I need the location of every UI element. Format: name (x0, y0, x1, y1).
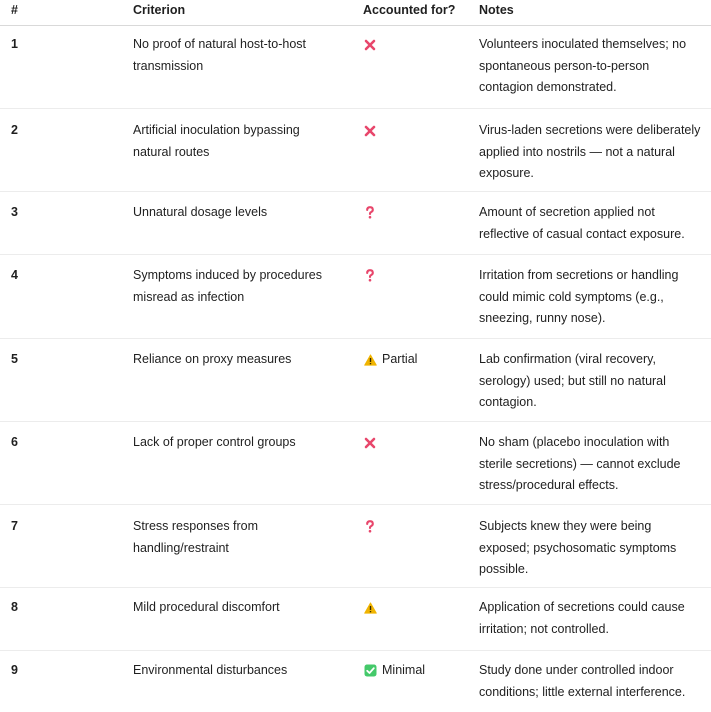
row-criterion (132, 120, 363, 191)
table-row (0, 339, 711, 422)
row-number: 4 (11, 268, 18, 282)
notes-line: spontaneous person-to-person (479, 58, 650, 73)
table-row (0, 26, 711, 109)
notes-line: Application of secretions could cause (479, 600, 685, 614)
table-header (0, 0, 711, 26)
check-mark-icon (363, 660, 377, 682)
cross-mark-icon (363, 120, 377, 142)
row-accounted (363, 202, 479, 254)
table-row (0, 422, 711, 505)
table-row (0, 255, 711, 339)
notes-line: exposed; psychosomatic symptoms (479, 540, 677, 555)
header-number: # (11, 3, 18, 17)
notes-line: Lab confirmation (viral recovery, (479, 352, 656, 366)
notes-line: conditions; little external interference. (479, 684, 686, 699)
criterion-line: Mild procedural discomfort (133, 600, 280, 614)
question-mark-icon (363, 516, 377, 538)
row-criterion (132, 597, 363, 650)
row-notes (479, 265, 705, 338)
accounted-label: Partial (382, 352, 418, 366)
row-number: 5 (11, 352, 18, 366)
notes-line: Virus-laden secretions were deliberately (479, 123, 701, 137)
row-accounted (363, 432, 479, 504)
notes-line: contagion. (479, 395, 537, 409)
criterion-line: Symptoms induced by procedures (133, 268, 322, 282)
row-notes (479, 120, 705, 191)
row-criterion (132, 202, 363, 254)
notes-line: Irritation from secretions or handling (479, 268, 679, 282)
notes-line: stress/procedural effects. (479, 478, 619, 492)
notes-line: could mimic cold symptoms (e.g., (479, 289, 664, 304)
notes-line: Volunteers inoculated themselves; no (479, 37, 687, 51)
row-criterion (132, 516, 363, 587)
row-notes (479, 660, 705, 712)
row-number: 7 (11, 519, 18, 533)
criterion-line: Reliance on proxy measures (133, 352, 292, 366)
warning-icon (363, 597, 377, 619)
cross-mark-icon (363, 432, 377, 454)
criterion-line: Lack of proper control groups (133, 435, 296, 449)
row-number: 1 (11, 37, 18, 51)
header-accounted: Accounted for? (363, 3, 456, 17)
notes-line: Subjects knew they were being (479, 519, 652, 533)
row-criterion (132, 432, 363, 504)
row-accounted (363, 516, 479, 587)
notes-line: applied into nostrils — not a natural (479, 144, 675, 159)
question-mark-icon (363, 265, 377, 287)
notes-line: reflective of casual contact exposure. (479, 226, 685, 241)
row-criterion (132, 265, 363, 338)
criterion-line: Unnatural dosage levels (133, 205, 268, 219)
notes-line: Study done under controlled indoor (479, 663, 674, 677)
row-notes (479, 202, 705, 254)
criterion-line: misread as infection (133, 289, 245, 304)
notes-line: sneezing, runny nose). (479, 311, 606, 325)
row-accounted (363, 597, 479, 650)
row-notes (479, 597, 705, 650)
notes-line: No sham (placebo inoculation with (479, 435, 670, 449)
table-body (0, 26, 711, 712)
row-accounted (363, 120, 479, 191)
notes-line: exposure. (479, 166, 534, 180)
cross-mark-icon (363, 34, 377, 56)
warning-icon (363, 349, 377, 371)
row-criterion (132, 34, 363, 108)
notes-line: sterile secretions) — cannot exclude (479, 456, 681, 471)
row-number: 2 (11, 123, 18, 137)
header-criterion: Criterion (133, 3, 186, 17)
table-row (0, 192, 711, 255)
row-number: 6 (11, 435, 18, 449)
criterion-line: No proof of natural host-to-host (133, 37, 307, 51)
row-accounted (363, 349, 479, 421)
question-mark-icon (363, 202, 377, 224)
table-row (0, 651, 711, 712)
table-row (0, 588, 711, 651)
row-number: 8 (11, 600, 18, 614)
row-number: 9 (11, 663, 18, 677)
criterion-line: Environmental disturbances (133, 663, 288, 677)
accounted-label: Minimal (382, 663, 426, 677)
criterion-line: Stress responses from (133, 519, 259, 533)
row-accounted (363, 265, 479, 338)
row-notes (479, 34, 705, 108)
row-number: 3 (11, 205, 18, 219)
row-criterion (132, 349, 363, 421)
criterion-line: handling/restraint (133, 540, 229, 555)
criterion-line: transmission (133, 58, 204, 73)
notes-line: Amount of secretion applied not (479, 205, 655, 219)
header-notes: Notes (479, 3, 514, 17)
criterion-line: Artificial inoculation bypassing (133, 123, 300, 137)
row-criterion (132, 660, 363, 712)
notes-line: serology) used; but still no natural (479, 373, 666, 388)
row-notes (479, 349, 705, 421)
row-notes (479, 432, 705, 504)
notes-line: contagion demonstrated. (479, 80, 617, 94)
notes-line: irritation; not controlled. (479, 621, 609, 636)
row-accounted (363, 660, 479, 712)
notes-line: possible. (479, 562, 529, 576)
row-notes (479, 516, 705, 587)
table-row (0, 109, 711, 192)
criterion-line: natural routes (133, 144, 210, 159)
row-accounted (363, 34, 479, 108)
table-row (0, 505, 711, 588)
